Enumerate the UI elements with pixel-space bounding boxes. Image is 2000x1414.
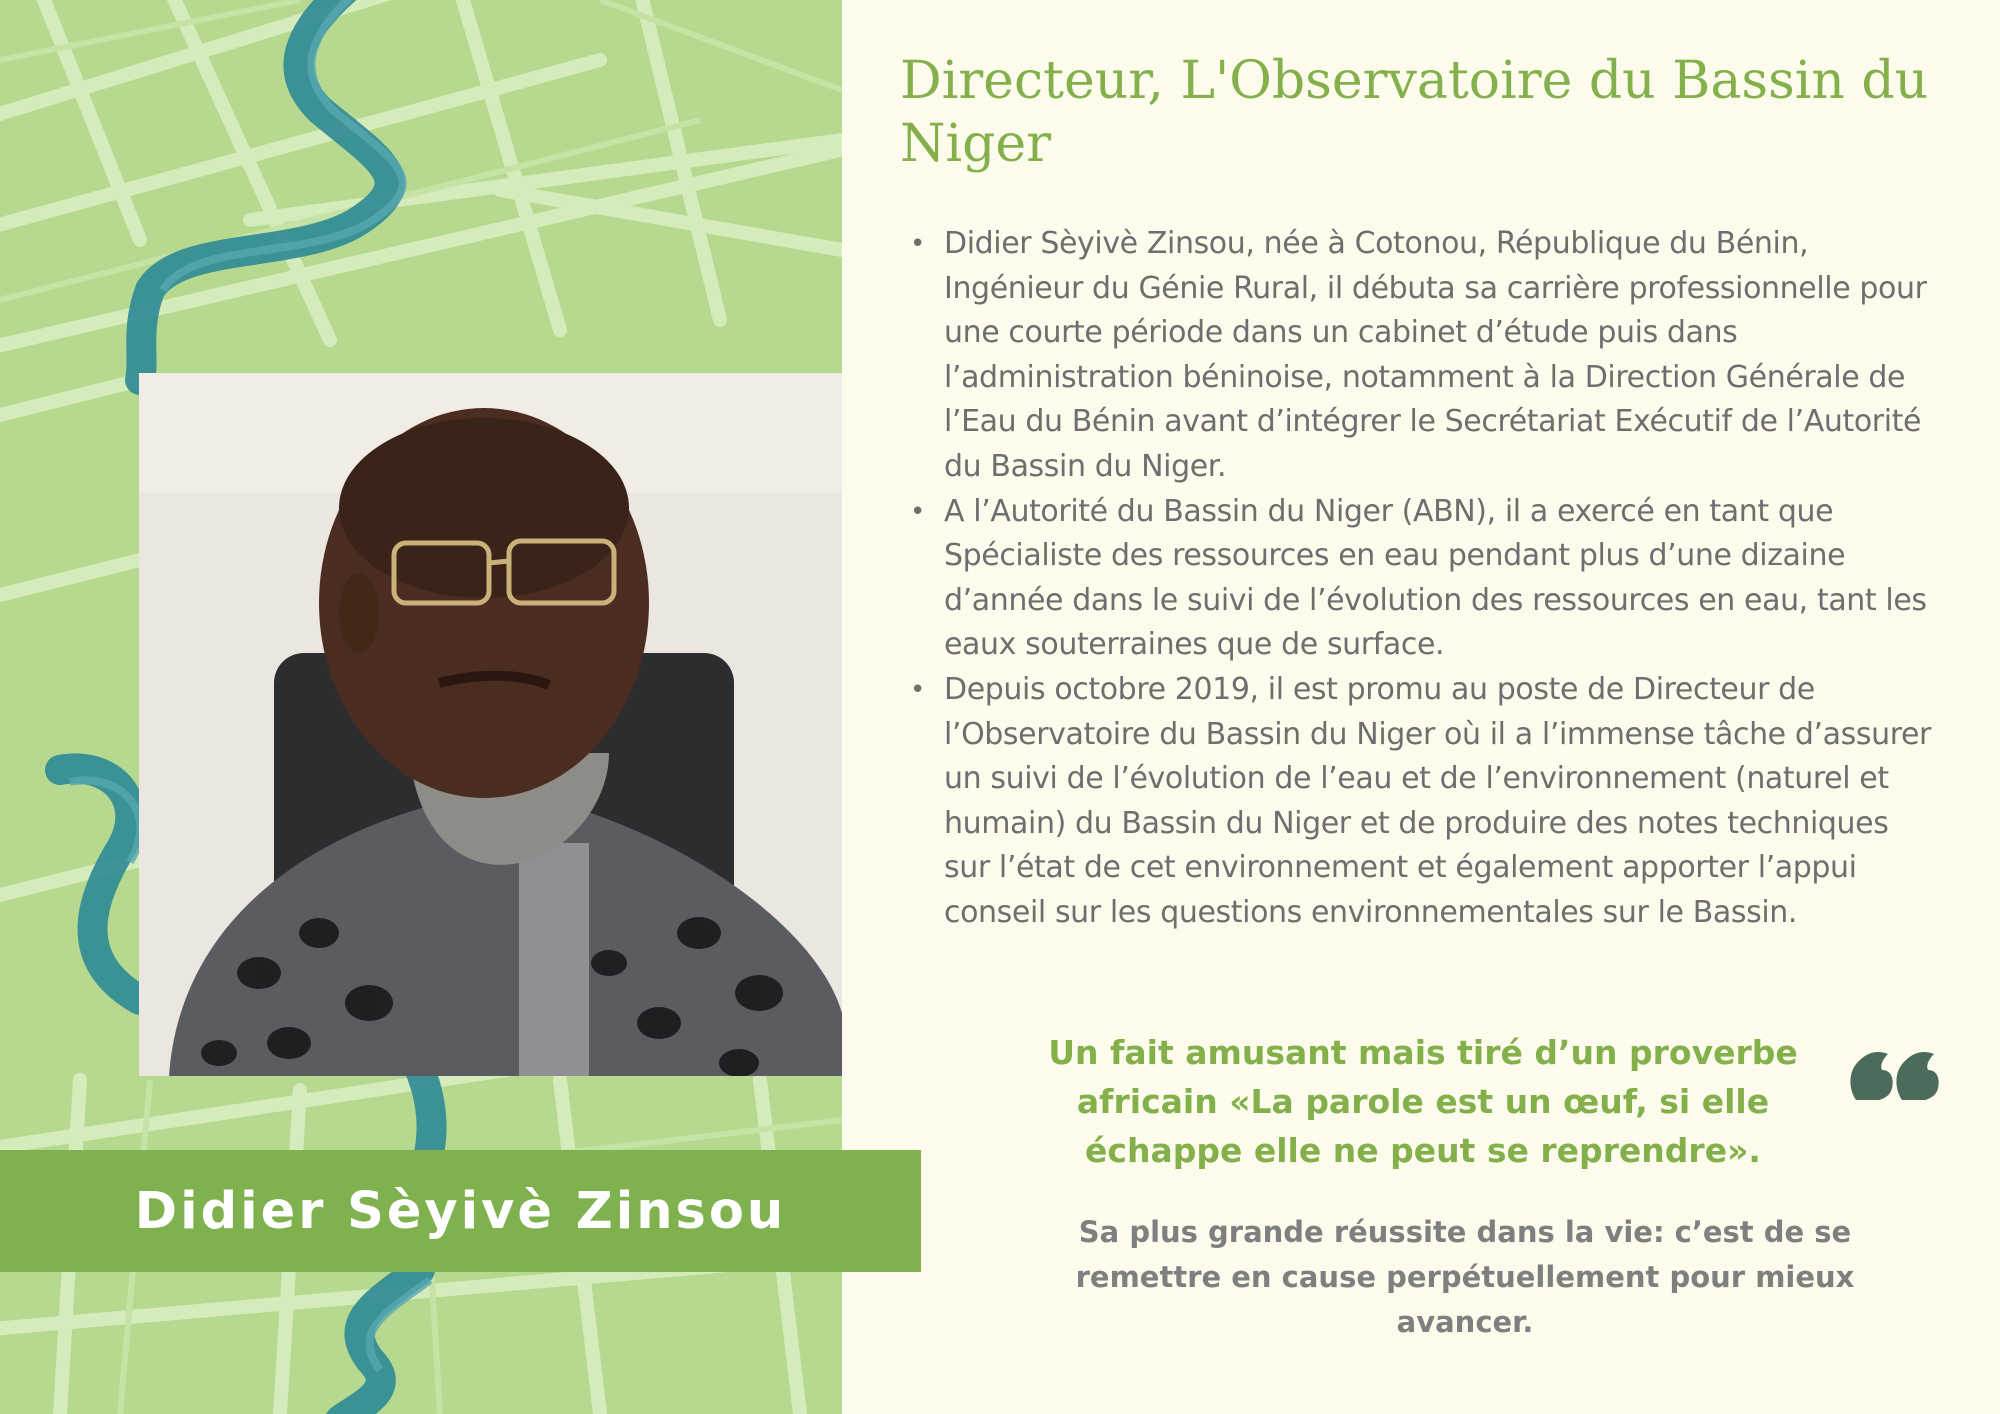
bio-paragraph: Depuis octobre 2019, il est promu au poste de Directeur de l’Observatoire du Bassin du Niger où il a l’immense tâche d’assurer un suivi de l’évolution de l’eau et de l’environnement (naturel et humain) du Bassin du Niger et de produire des notes techniques sur l’état de cet environnement et également apporter l’appui conseil sur les questions environnementales sur le Bassin. [944,671,1931,930]
person-name: Didier Sèyivè Zinsou [134,1181,787,1241]
quote-icon [1848,1030,1943,1100]
greatest-achievement: Sa plus grande réussite dans la vie: c’est de se remettre en cause perpétuellement pour mieux avancer. [1075,1215,1855,1339]
list-item [904,668,1940,936]
bio-paragraph: Didier Sèyivè Zinsou, née à Cotonou, République du Bénin, Ingénieur du Génie Rural, il débuta sa carrière professionnelle pour une courte période dans un cabinet d’étude puis dans l’administration béninoise, notamment à la Direction Générale de l’Eau du Bénin avant d’intégrer le Secrétariat Exécutif de l’Autorité du Bassin du Niger. [944,226,1927,484]
bullet-icon: • [910,674,925,705]
bullet-icon: • [910,496,925,527]
bio-paragraph: A l’Autorité du Bassin du Niger (ABN), il a exercé en tant que Spécialiste des ressources en eau pendant plus d’une dizaine d’année dans le suivi de l’évolution des ressources en eau, tant les eaux souterraines que de surface. [944,493,1927,663]
bio-list [904,222,1940,936]
portrait-illustration [139,373,842,1076]
page-title: Directeur, L'Observatoire du Bassin du Niger [900,51,1929,174]
name-banner [0,1150,921,1272]
list-item [904,490,1940,668]
fun-fact-quote: Un fait amusant mais tiré d’un proverbe africain «La parole est un œuf, si elle échappe elle ne peut se reprendre». [1048,1033,1798,1170]
portrait-photo [139,373,842,1076]
bullet-icon: • [910,229,925,259]
list-item [904,222,1940,490]
